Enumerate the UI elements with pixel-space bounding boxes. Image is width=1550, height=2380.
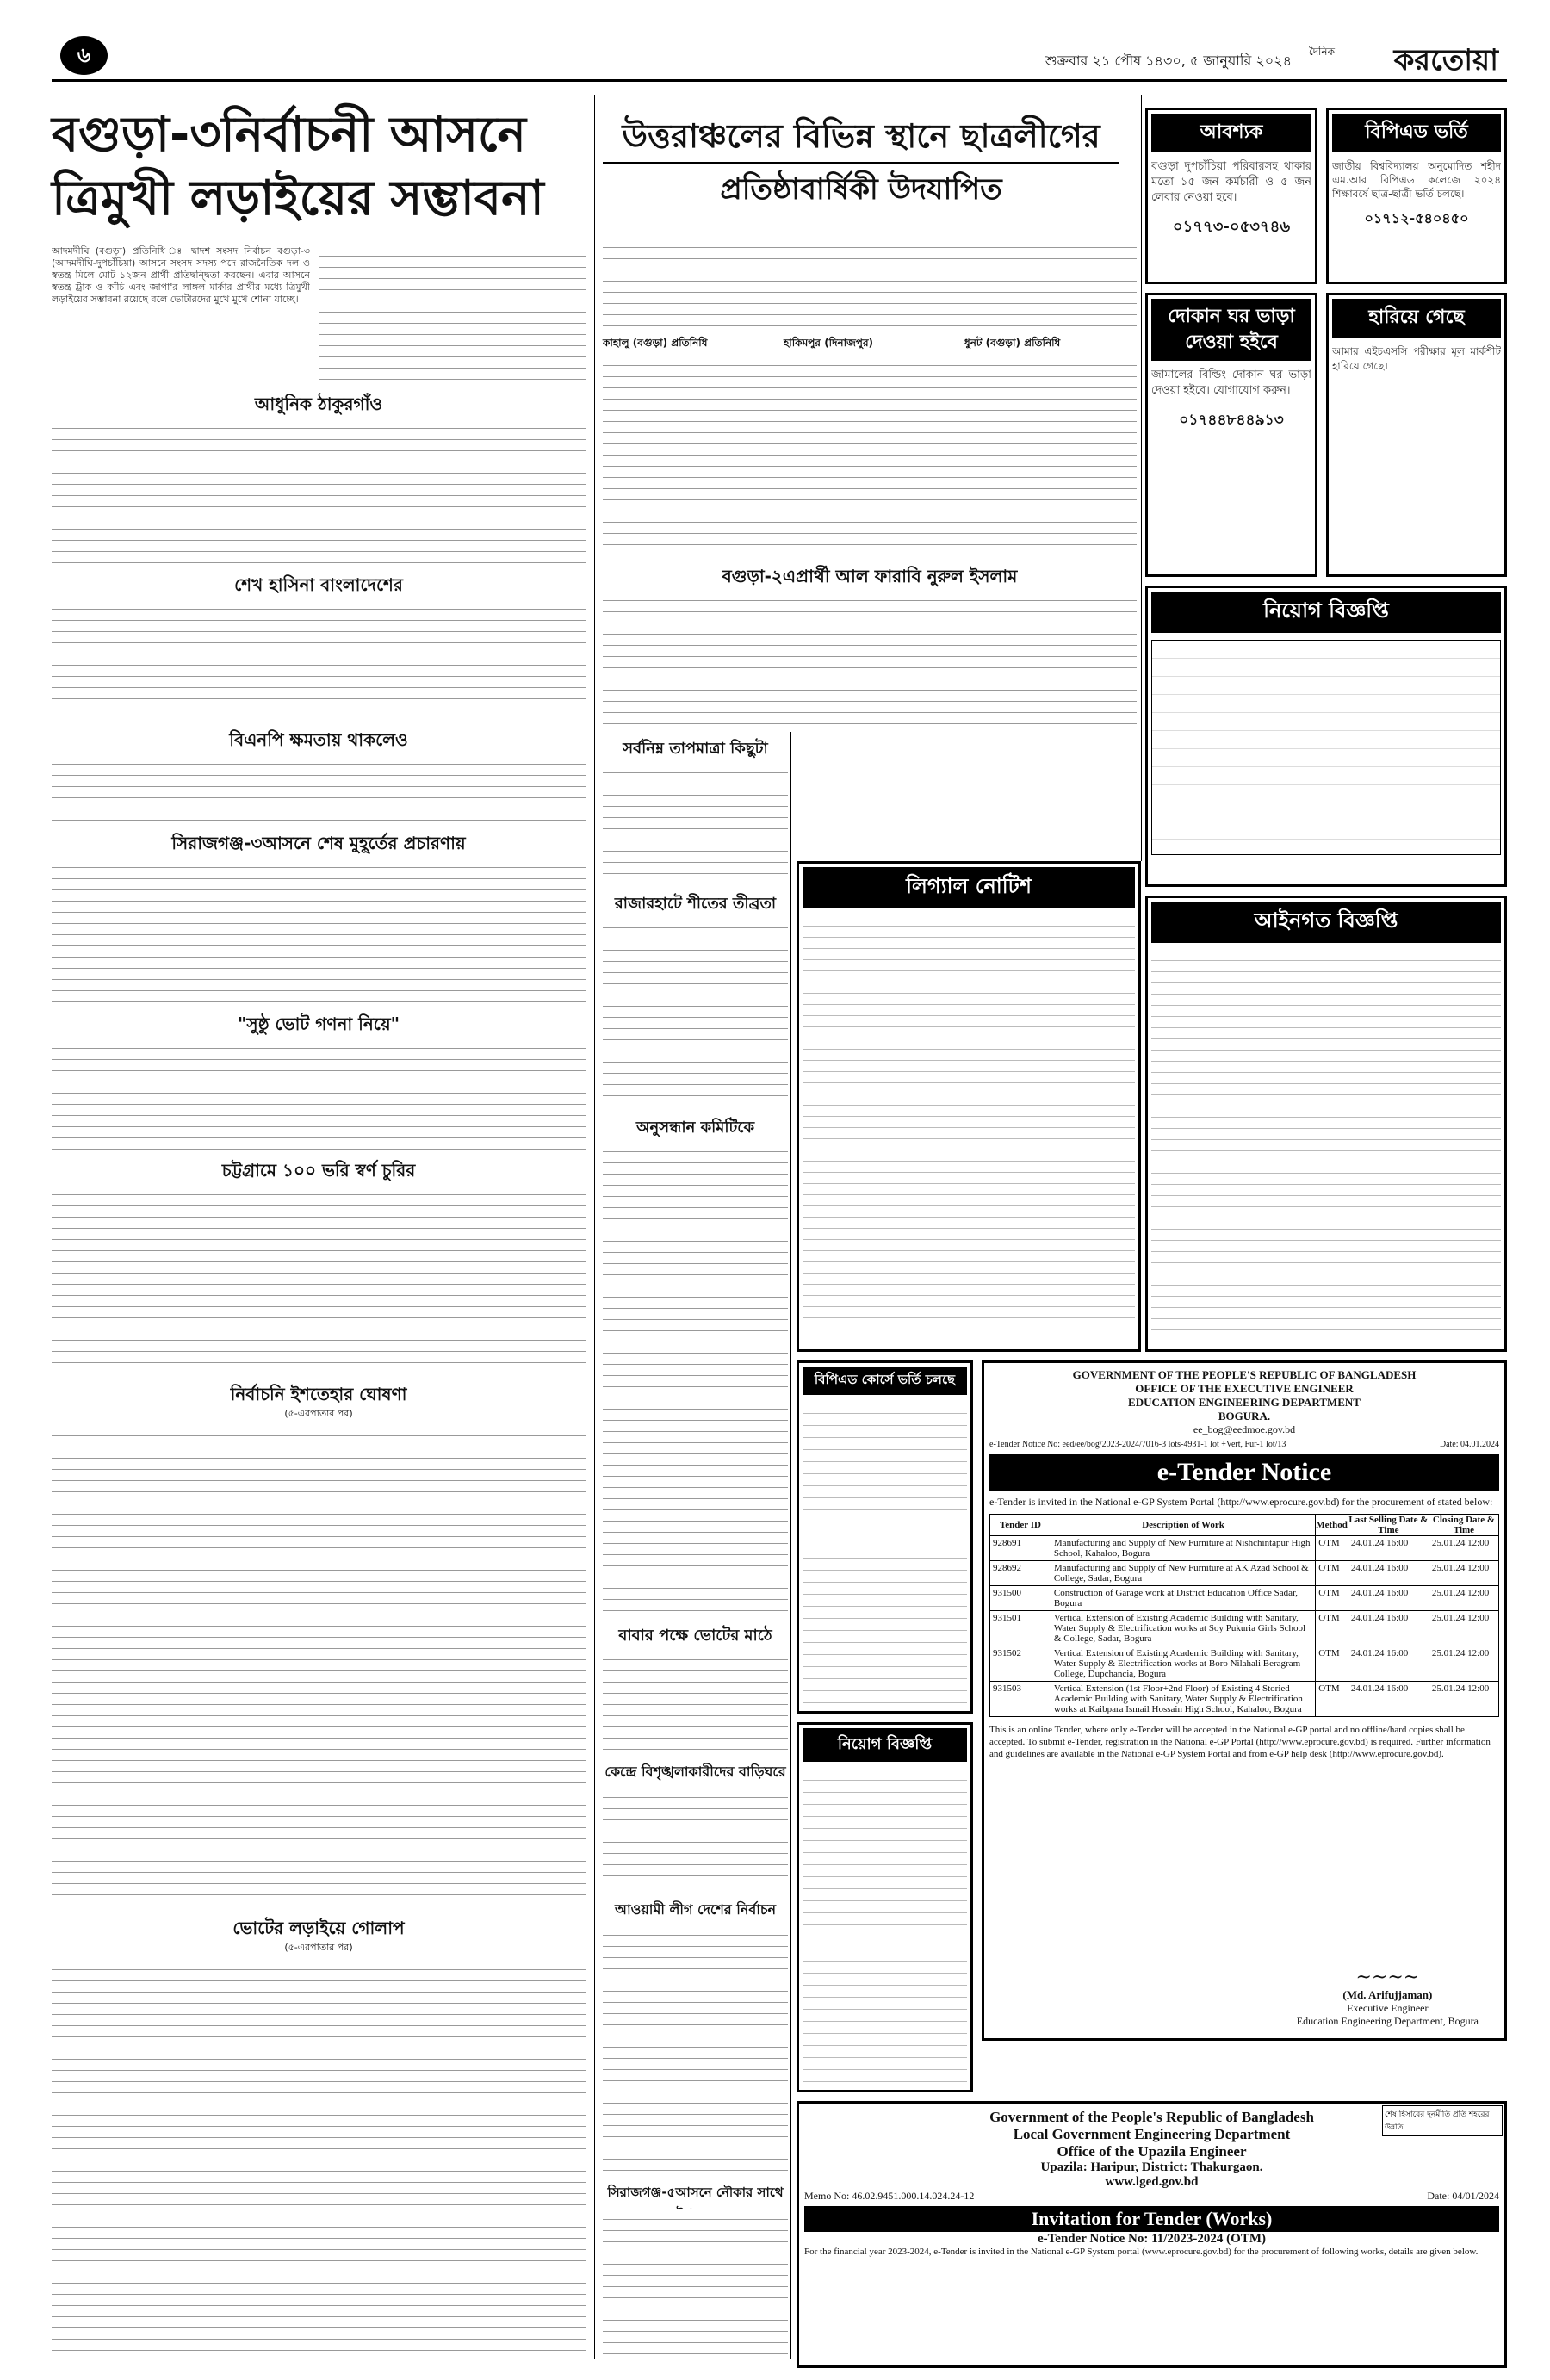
ad-niyog xyxy=(1145,586,1507,887)
siraj5-text xyxy=(603,2209,788,2355)
lged-notice: e-Tender Notice No: 11/2023-2024 (OTM) xyxy=(1038,2232,1266,2246)
ad-bped xyxy=(1326,108,1507,284)
ad-legal-title: লিগ্যাল নোটিশ xyxy=(803,867,1135,908)
subhead-sheikh: শেখ হাসিনা বাংলাদেশের xyxy=(234,574,403,595)
eed-th-closing: Closing Date & Time xyxy=(1429,1515,1498,1536)
eed-tender-cell: 25.01.24 12:00 xyxy=(1429,1586,1498,1611)
babar-text xyxy=(603,1649,788,1752)
rajshahi-text xyxy=(603,917,788,1106)
eed-tender-cell: 24.01.24 16:00 xyxy=(1348,1561,1429,1586)
bnp-text xyxy=(52,753,586,822)
eed-tender-row xyxy=(990,1646,1499,1682)
rose-cont: (৫-এরপাতার পর) xyxy=(284,1942,353,1953)
lead-story-text: আদমদীঘি (বগুড়া) প্রতিনিধি ঃ দ্বাদশ সংসদ নির্বাচন বগুড়া-৩ (আদমদীঘি-দুপচাঁচিয়া) আসনে সংসদ সদস্য পদে রাজনৈতিক দল ও স্বতন্ত্র মিলে মোট ১২জন প্রার্থী প্রতিদ্বন্দ্বিতা করছেন। এবার আসনে স্বতন্ত্র ট্রাক ও কাঁচি এবং জাপা'র লাঙ্গল মার্কার প্রার্থীর মধ্যে ত্রিমুখী লড়াইয়ের সম্ভাবনা রয়েছে বলে ভোটারদের মুখে মুখে শোনা যাচ্ছে। xyxy=(52,245,310,305)
lged-banner: Invitation for Tender (Works) xyxy=(804,2206,1499,2232)
ad-niyog2-body xyxy=(803,1769,967,2087)
column-rule xyxy=(1141,95,1142,861)
ad-dokan-title: দোকান ঘর ভাড়া দেওয়া হইবে xyxy=(1151,299,1311,361)
chhatraleague-sub-hakimpur: হাকিমপুর (দিনাজপুর) xyxy=(784,337,874,349)
eed-tender-table xyxy=(989,1514,1499,1717)
column-rule xyxy=(594,95,595,2359)
ad-bped-course-body xyxy=(803,1402,967,1703)
page-number-badge: ৬ xyxy=(60,36,108,75)
subhead-bogra2: বগুড়া-২এপ্রার্থী আল ফারাবি নুরুল ইসলাম xyxy=(722,566,1018,586)
subhead-babar: বাবার পক্ষে ভোটের মাঠে xyxy=(618,1627,772,1645)
ad-niyog-title: নিয়োগ বিজ্ঞপ্তি xyxy=(1151,592,1501,633)
lged-memo: Memo No: 46.02.9451.000.14.024.24-12 xyxy=(804,2190,975,2202)
subhead-thakurgaon: আধুনিক ঠাকুরগাঁও xyxy=(254,394,383,414)
lead-headline xyxy=(52,103,586,232)
eed-sign-title-1: Executive Engineer xyxy=(1347,2002,1429,2014)
lged-side-note: শেষ হিসাবের দুনর্মীতি প্রতি শহরের উন্নতি xyxy=(1382,2105,1503,2136)
eed-date: Date: 04.01.2024 xyxy=(1439,1440,1499,1449)
ad-dokan xyxy=(1145,293,1318,577)
subhead-siraj3: সিরাজগঞ্জ-৩আসনে শেষ মুহূর্তের প্রচারণায় xyxy=(171,833,466,853)
eed-tender-cell: Construction of Garage work at District Education Office Sadar, Bogura xyxy=(1051,1586,1315,1611)
rose-text xyxy=(52,1959,586,2355)
eed-tender-cell: Vertical Extension (1st Floor+2nd Floor) of Existing 4 Storied Academic Building with Sanitary, Water Supply & Electrification works at Kaibpara Ismail Hossain High School, Kahaloo, Bogura xyxy=(1051,1682,1315,1717)
ad-abashyak-text: বগুড়া দুপচাঁচিয়া পরিবারসহ থাকার মতো ১৫ জন কর্মচারী ও ৫ জন লেবার নেওয়া হবে। xyxy=(1151,160,1311,204)
ad-abashyak xyxy=(1145,108,1318,284)
ad-harano xyxy=(1326,293,1507,577)
ad-ainagoto-title: আইনগত বিজ্ঞপ্তি xyxy=(1151,902,1501,943)
ad-niyog-table xyxy=(1151,640,1501,855)
eed-th-selling: Last Selling Date & Time xyxy=(1348,1515,1429,1535)
ad-dokan-phone: ০১৭৪৪৮৪৪৯১৩ xyxy=(1179,412,1284,429)
lged-tender-notice xyxy=(797,2101,1507,2368)
eed-notice-no: e-Tender Notice No: eed/ee/bog/2023-2024/7016-3 lots-4931-1 lot +Vert, Fur-1 lot/13 xyxy=(989,1440,1286,1449)
eed-tender-cell: 25.01.24 12:00 xyxy=(1429,1646,1498,1682)
eed-signature: ~~~~ xyxy=(1355,1967,1420,1988)
eed-tender-cell: 931500 xyxy=(990,1586,1051,1611)
column-rule xyxy=(790,732,791,2359)
lged-line-2: Local Government Engineering Department xyxy=(1013,2126,1291,2142)
subhead-bnp: বিএনপি ক্ষমতায় থাকলেও xyxy=(229,729,408,750)
sheikh-text xyxy=(52,598,586,719)
eed-tender-cell: 25.01.24 12:00 xyxy=(1429,1682,1498,1717)
eed-tender-cell: 25.01.24 12:00 xyxy=(1429,1611,1498,1646)
subhead-awami: আওয়ামী লীগ দেশের নির্বাচন xyxy=(614,1901,777,1918)
chhatraleague-headline xyxy=(603,110,1119,222)
ad-harano-title: হারিয়ে গেছে xyxy=(1332,299,1501,338)
siraj3-text xyxy=(52,857,586,1003)
ad-legal-notice xyxy=(797,861,1141,1352)
lged-date: Date: 04/01/2024 xyxy=(1427,2190,1499,2202)
eed-tender-cell: 928691 xyxy=(990,1536,1051,1561)
eed-tender-cell: 24.01.24 16:00 xyxy=(1348,1682,1429,1717)
eed-tender-row xyxy=(990,1536,1499,1561)
subhead-ctg: চট্টগ্রামে ১০০ ভরি স্বর্ণ চুরির xyxy=(221,1160,416,1181)
lged-line-3: Office of the Upazila Engineer xyxy=(1057,2143,1247,2160)
ad-bped-text: জাতীয় বিশ্ববিদ্যালয় অনুমোদিত শহীদ এম.আর বিপিএড কলেজে ২০২৪ শিক্ষাবর্ষে ছাত্র-ছাত্রী ভর্তি চলছে। xyxy=(1332,160,1501,200)
eed-tender-cell: OTM xyxy=(1316,1611,1348,1646)
eed-line-2: OFFICE OF THE EXECUTIVE ENGINEER xyxy=(1135,1382,1354,1395)
vote-text xyxy=(52,1038,586,1150)
eed-intro: e-Tender is invited in the National e-GP System Portal (http://www.eprocure.gov.bd) for the procurement of stated below: xyxy=(989,1496,1493,1508)
ad-ainagoto-body xyxy=(1151,950,1501,1337)
eed-tender-row xyxy=(990,1561,1499,1586)
eed-line-4: BOGURA. xyxy=(1218,1410,1271,1422)
ad-harano-text: আমার এইচএসসি পরীক্ষার মূল মার্কশীট হারিয়ে গেছে। xyxy=(1332,345,1501,372)
ad-ainagoto xyxy=(1145,896,1507,1352)
masthead xyxy=(52,34,1507,82)
ad-abashyak-title: আবশ্যক xyxy=(1151,114,1311,152)
paper-name-small: দৈনিক xyxy=(1308,46,1335,58)
eed-tender-cell: 24.01.24 16:00 xyxy=(1348,1611,1429,1646)
subhead-manifesto: নির্বাচনি ইশতেহার ঘোষণা xyxy=(230,1384,407,1404)
ad-dokan-text: জামালের বিল্ডিং দোকান ঘর ভাড়া দেওয়া হইবে। যোগাযোগ করুন। xyxy=(1151,369,1311,397)
temp-text xyxy=(603,762,788,883)
eed-tender-cell: 928692 xyxy=(990,1561,1051,1586)
eed-tender-cell: 24.01.24 16:00 xyxy=(1348,1646,1429,1682)
eed-tender-row xyxy=(990,1611,1499,1646)
subhead-rose: ভোটের লড়াইয়ে গোলাপ xyxy=(232,1918,405,1938)
eed-tender-cell: 931501 xyxy=(990,1611,1051,1646)
eed-tender-cell: 931503 xyxy=(990,1682,1051,1717)
lged-line-1: Government of the People's Republic of Bangladesh xyxy=(989,2109,1314,2125)
eed-tender-cell: 25.01.24 12:00 xyxy=(1429,1561,1498,1586)
eed-th-desc: Description of Work xyxy=(1051,1515,1315,1536)
issue-date: শুক্রবার ২১ পৌষ ১৪৩০, ৫ জানুয়ারি ২০২৪ xyxy=(1045,53,1292,69)
eed-tender-cell: 24.01.24 16:00 xyxy=(1348,1536,1429,1561)
eed-tender-cell: 931502 xyxy=(990,1646,1051,1682)
manifesto-cont: (৫-এরপাতার পর) xyxy=(284,1408,353,1419)
kendra-text xyxy=(603,1787,788,1890)
ad-niyog2-title: নিয়োগ বিজ্ঞপ্তি xyxy=(803,1728,967,1762)
ad-bped-course-title: বিপিএড কোর্সে ভর্তি চলছে xyxy=(803,1367,967,1395)
lead-story-filler xyxy=(319,245,586,383)
anusandhan-text xyxy=(603,1141,788,1615)
eed-line-1: GOVERNMENT OF THE PEOPLE'S REPUBLIC OF BANGLADESH xyxy=(1072,1368,1417,1381)
subhead-vote: "সুষ্ঠু ভোট গণনা নিয়ে" xyxy=(237,1013,400,1034)
eed-tender-cell: 24.01.24 16:00 xyxy=(1348,1586,1429,1611)
eed-th-method: Method xyxy=(1316,1515,1348,1536)
eed-footer: This is an online Tender, where only e-Tender will be accepted in the National e-GP portal and no offline/hard copies shall be accepted. To submit e-Tender, registration in the National e-GP Portal (http://www.eprocure.gov.bd) is required. Further information and guidelines are available in the National e-GP System Portal and from e-GP help desk (http://www.eprocure.gov.bd). xyxy=(989,1725,1491,1759)
ad-legal-body xyxy=(803,915,1135,1337)
manifesto-text xyxy=(52,1425,586,1907)
lged-line-5: www.lged.gov.bd xyxy=(1105,2175,1199,2189)
awami-text xyxy=(603,1924,788,2174)
subhead-kendra: কেন্দ্রে বিশৃঙ্খলাকারীদের বাড়িঘরে xyxy=(604,1763,786,1780)
subhead-anusandhan: অনুসন্ধান কমিটিকে xyxy=(636,1119,755,1137)
chhatraleague-sub-dhunat: ধুনট (বগুড়া) প্রতিনিধি xyxy=(964,337,1061,349)
eed-tender-cell: Vertical Extension of Existing Academic Building with Sanitary, Water Supply & Electrification works at Boro Nilahali Beragram College, Dupchancia, Bogura xyxy=(1051,1646,1315,1682)
eed-tender-row xyxy=(990,1682,1499,1717)
subhead-temp: সর্বনিম্ন তাপমাত্রা কিছুটা xyxy=(623,740,768,758)
bogra2-text xyxy=(603,590,1137,728)
subhead-rajshahi: রাজারহাটে শীতের তীব্রতা xyxy=(614,895,777,913)
subhead-siraj5: সিরাজগঞ্জ-৫আসনে নৌকার সাথে xyxy=(607,2185,784,2200)
eed-tender-cell: Manufacturing and Supply of New Furniture at Nishchintapur High School, Kahaloo, Bogura xyxy=(1051,1536,1315,1561)
eed-tender-cell: OTM xyxy=(1316,1536,1348,1561)
eed-email: ee_bog@eedmoe.gov.bd xyxy=(1193,1423,1296,1435)
chhatraleague-more xyxy=(603,355,1137,553)
chhatraleague-title-2: প্রতিষ্ঠাবার্ষিকী উদযাপিত xyxy=(720,172,1002,207)
lged-line-4: Upazila: Haripur, District: Thakurgaon. xyxy=(1040,2160,1263,2174)
ad-abashyak-phone: ০১৭৭৩-০৫৩৭৪৬ xyxy=(1172,218,1291,236)
chhatraleague-text xyxy=(603,237,1137,332)
lged-intro: For the financial year 2023-2024, e-Tender is invited in the National e-GP System portal (www.eprocure.gov.bd) for the procurement of following works, details are given below. xyxy=(804,2247,1479,2257)
ad-bped-phone: ০১৭১২-৫৪০৪৫০ xyxy=(1364,210,1469,226)
eed-tender-cell: OTM xyxy=(1316,1646,1348,1682)
eed-tender-cell: OTM xyxy=(1316,1561,1348,1586)
eed-tender-cell: OTM xyxy=(1316,1586,1348,1611)
chhatraleague-sub-kahalu: কাহালু (বগুড়া) প্রতিনিধি xyxy=(603,337,708,349)
ctg-text xyxy=(52,1184,586,1373)
eed-tender-cell: Vertical Extension of Existing Academic Building with Sanitary, Water Supply & Electrification works at Soy Pukuria Girls School & College, Sadar, Bogura xyxy=(1051,1611,1315,1646)
eed-tender-cell: Manufacturing and Supply of New Furniture at AK Azad School & College, Sadar, Bogura xyxy=(1051,1561,1315,1586)
ad-bped-title: বিপিএড ভর্তি xyxy=(1332,114,1501,152)
eed-th-id: Tender ID xyxy=(990,1515,1051,1536)
eed-tender-cell: 25.01.24 12:00 xyxy=(1429,1536,1498,1561)
ad-niyog-2 xyxy=(797,1722,973,2092)
eed-sign-title-2: Education Engineering Department, Bogura xyxy=(1296,2015,1479,2027)
ad-bped-course xyxy=(797,1360,973,1714)
eed-tender-cell: OTM xyxy=(1316,1682,1348,1717)
eed-line-3: EDUCATION ENGINEERING DEPARTMENT xyxy=(1128,1396,1361,1409)
eed-sign-name: (Md. Arifujjaman) xyxy=(1342,1988,1433,2001)
chhatraleague-title-1: উত্তরাঞ্চলের বিভিন্ন স্থানে ছাত্রলীগের xyxy=(603,110,1119,164)
headline-line-1: বগুড়া-৩নির্বাচনী আসনে xyxy=(52,107,526,163)
thakurgaon-text xyxy=(52,418,586,564)
eed-tender-notice xyxy=(982,1360,1507,2041)
eed-banner: e-Tender Notice xyxy=(989,1454,1499,1491)
paper-name: করতোয়া xyxy=(1393,43,1498,77)
headline-line-2: ত্রিমুখী লড়াইয়ের সম্ভাবনা xyxy=(52,170,544,226)
eed-tender-row xyxy=(990,1586,1499,1611)
